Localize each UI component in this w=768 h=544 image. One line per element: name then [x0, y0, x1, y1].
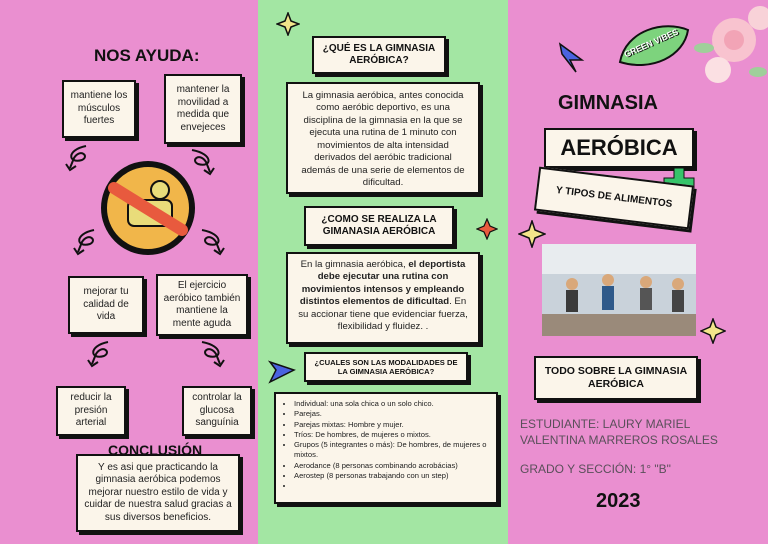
q2-text-a: En la gimnasia aeróbica,: [300, 259, 409, 270]
title-line-1: GIMNASIA: [558, 92, 658, 114]
benefit-quality-box: mejorar tu calidad de vida: [68, 276, 144, 334]
arrow-icon: [556, 40, 586, 74]
nos-ayuda-heading: NOS AYUDA:: [94, 46, 200, 65]
curly-arrow-icon: [72, 226, 102, 256]
curly-arrow-icon: [196, 338, 226, 368]
benefit-muscles-box: mantiene los músculos fuertes: [62, 80, 136, 138]
star-icon: [476, 218, 498, 240]
benefit-mind-box: El ejercicio aeróbico también mantiene la mente aguda: [156, 274, 248, 336]
left-panel: [0, 0, 258, 544]
curly-arrow-icon: [64, 142, 94, 172]
list-item: • Aerostep (8 personas trabajando con un step): [294, 471, 488, 481]
subtitle-box: Y TIPOS DE ALIMENTOS: [534, 167, 694, 230]
q2-text-c: . En su accionar tiene que evidenciar fuerza, flexibilidad y fluidez. .: [298, 296, 468, 333]
flowers-decoration: [684, 0, 768, 96]
modalities-list: [284, 399, 488, 491]
list-item: [294, 481, 488, 491]
benefit-mobility-box: mantener la movilidad a medida que envejeces: [164, 74, 242, 144]
benefit-glucose-box: controlar la glucosa sanguínia: [182, 386, 252, 436]
q2-text-bold: el deportista debe ejecutar una rutina con movimientos intensos y empleando distintos elementos de dificultad: [299, 259, 466, 308]
no-sedentary-icon: [100, 160, 196, 256]
grade-section: GRADO Y SECCIÓN: 1° "B": [520, 462, 671, 476]
q2-text: [286, 252, 480, 344]
title-line-2: AERÓBICA: [544, 128, 694, 168]
conclusion-title: CONCLUSIÓN: [108, 442, 203, 458]
curly-arrow-icon: [86, 338, 116, 368]
q2-title: ¿COMO SE REALIZA LA GIMANASIA AERÓBICA: [304, 206, 454, 246]
curly-arrow-icon: [196, 226, 226, 256]
green-vibes-badge: GREEN VIBES: [622, 26, 680, 60]
conclusion-text: Y es asi que practicando la gimnasia aeróbica podemos mejorar nuestro estilo de vida y cuidar de nuestra salud gracias a sus diversos beneficios.: [76, 454, 240, 532]
middle-panel: [258, 0, 508, 544]
q3-list-box: [274, 392, 498, 504]
student-name: ESTUDIANTE: LAURY MARIEL VALENTINA MARREROS ROSALES: [520, 417, 718, 448]
arrow-icon: [268, 356, 302, 386]
q1-title: ¿QUÉ ES LA GIMNASIA AERÓBICA?: [312, 36, 446, 74]
year: 2023: [596, 490, 641, 512]
banner-box: TODO SOBRE LA GIMNASIA AERÓBICA: [534, 356, 698, 400]
aerobics-class-photo: [542, 244, 696, 336]
right-panel: [508, 0, 768, 544]
list-item: • Grupos (5 integrantes o más): De hombres, de mujeres o mixtos.: [294, 440, 488, 461]
curly-arrow-icon: [186, 146, 216, 176]
q1-text: La gimnasia aeróbica, antes conocida como aeróbic deportivo, es una disciplina de la gimnasia en la que se ejecuta una rutina de 1 minuto con movimientos de alta intensidad derivados del aeróbic tradicional además de una serie de elementos de dificultad.: [286, 82, 480, 194]
star-icon: [276, 12, 300, 36]
q3-title: ¿CUALES SON LAS MODALIDADES DE LA GIMNASIA AERÓBICA?: [304, 352, 468, 382]
list-item: • Aerodance (8 personas combinando acrobácias): [294, 461, 488, 471]
list-item: • Tríos: De hombres, de mujeres o mixtos.: [294, 430, 488, 440]
benefit-pressure-box: reducir la presión arterial: [56, 386, 126, 436]
list-item: • Individual: una sola chica o un solo chico.: [294, 399, 488, 409]
star-icon: [700, 318, 726, 344]
list-item: • Parejas.: [294, 409, 488, 419]
list-item: • Parejas mixtas: Hombre y mujer.: [294, 420, 488, 430]
